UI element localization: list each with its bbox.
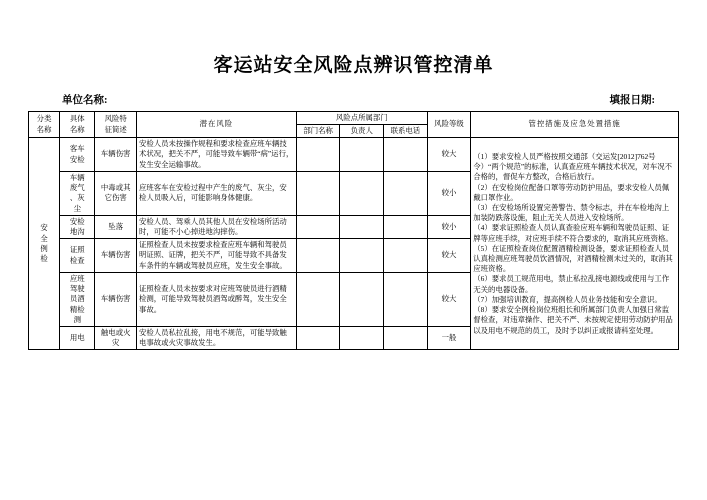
header-risk-feature xyxy=(95,111,137,137)
header-risk-level: 风险等级 xyxy=(427,111,471,137)
header-specific-name-line2: 名称 xyxy=(69,124,85,134)
dept-owner-cell xyxy=(340,239,384,273)
table-header xyxy=(29,111,679,137)
dept-name-cell xyxy=(296,215,340,238)
risk-feature-cell: 中毒或其它伤害 xyxy=(95,171,137,215)
dept-name-cell xyxy=(296,326,340,349)
measure-item: （6）要求员工规范用电，禁止私拉乱接电源线或使用与工作无关的电器设备。 xyxy=(473,274,670,294)
specific-name-line: 安检 xyxy=(69,216,85,226)
measure-item: （5）在证照检查岗位配置酒精检测设备，要求证照检查人员认真检测应班驾驶员饮酒情况，对酒精检测未过关的，取消其应班资格。 xyxy=(473,243,673,274)
risk-level-cell: 较大 xyxy=(427,272,471,326)
header-category-name xyxy=(29,111,60,137)
specific-name-line: 应班 xyxy=(69,273,85,283)
header-category-name-line1: 分类 xyxy=(36,114,52,124)
dept-owner-cell xyxy=(340,326,384,349)
unit-name-label: 单位名称: xyxy=(62,94,108,106)
potential-risk-cell: 安检人员、驾乘人员其他人员在安检场所活动时，可能不小心掉进地沟摔伤。 xyxy=(136,215,296,238)
header-risk-feature-line2: 征简述 xyxy=(104,124,127,134)
specific-name-cell xyxy=(60,215,95,238)
risk-level-cell: 较小 xyxy=(427,215,471,238)
dept-owner-cell xyxy=(340,138,384,172)
specific-name-cell xyxy=(60,326,95,349)
specific-name-line: 、灰 xyxy=(69,193,85,203)
header-dept-name: 部门名称 xyxy=(296,125,340,138)
header-row-top xyxy=(29,111,679,124)
specific-name-line: 精检 xyxy=(69,304,85,314)
potential-risk-cell: 证照检查人员未按要求对应班驾驶员进行酒精检测，可能导致驾驶员酒驾或醉驾，发生安全事故。 xyxy=(136,272,296,326)
measure-item: （2）在安检岗位配备口罩等劳动防护用品，要求安检人员佩戴口罩作业。 xyxy=(473,182,670,202)
header-control-measures: 管控措施及应急处置措施 xyxy=(471,111,679,137)
dept-phone-cell xyxy=(384,171,428,215)
header-specific-name xyxy=(60,111,95,137)
specific-name-line: 用电 xyxy=(69,333,85,343)
specific-name-line: 测 xyxy=(73,314,81,324)
category-char-0: 安 xyxy=(40,223,48,233)
specific-name-line: 安检 xyxy=(69,154,85,164)
dept-phone-cell xyxy=(384,215,428,238)
header-potential-risk: 潜在风险 xyxy=(136,111,296,137)
category-char-1: 全 xyxy=(40,233,48,243)
risk-feature-cell: 触电或火灾 xyxy=(95,326,137,349)
risk-feature-cell: 车辆伤害 xyxy=(95,272,137,326)
risk-feature-cell: 车辆伤害 xyxy=(95,138,137,172)
dept-phone-cell xyxy=(384,138,428,172)
table-body xyxy=(29,138,679,350)
dept-owner-cell xyxy=(340,272,384,326)
specific-name-line: 客车 xyxy=(69,144,85,154)
header-dept-phone: 联系电话 xyxy=(384,125,428,138)
potential-risk-cell: 安检人员私拉乱接，用电不规范，可能导致触电事故或火灾事故发生。 xyxy=(136,326,296,349)
control-measures-cell xyxy=(471,138,679,350)
dept-owner-cell xyxy=(340,215,384,238)
measure-item: （3）在安检场所设置完善警告、禁令标志，并在车检地沟上加装防跌落设施，阻止无关人员进入安检场所。 xyxy=(473,202,670,223)
specific-name-line: 地沟 xyxy=(69,226,85,236)
risk-table xyxy=(28,111,679,351)
risk-level-cell: 较小 xyxy=(427,171,471,215)
risk-level-cell: 一般 xyxy=(427,326,471,349)
measure-item: （4）要求证照检查人员认真查验应班车辆和驾驶员证照、证牌等应班手续，对应班手续不符合要求的，取消其应班资格。 xyxy=(473,223,673,243)
table-row xyxy=(29,138,679,172)
dept-name-cell xyxy=(296,138,340,172)
potential-risk-cell: 证照检查人员未按要求检查应班车辆和驾驶员明证照、证牌，把关不严，可能导致不具备发车条件的车辆或驾驶员应班，发生安全事故。 xyxy=(136,239,296,273)
header-category-name-line2: 名称 xyxy=(36,124,52,134)
category-cell-safety-inspection xyxy=(29,138,60,350)
specific-name-line: 车辆 xyxy=(69,172,85,182)
dept-name-cell xyxy=(296,272,340,326)
measure-item: （1）要求安检人员严格按照交通部（交运发[2012]762号令）“两个规范”的标准，认真查应班车辆技术状况，对车况不合格的，督促车方整改，合格后放行。 xyxy=(473,151,672,182)
dept-name-cell xyxy=(296,239,340,273)
specific-name-cell xyxy=(60,239,95,273)
risk-feature-cell: 车辆伤害 xyxy=(95,239,137,273)
category-char-3: 检 xyxy=(40,254,48,264)
specific-name-cell xyxy=(60,138,95,172)
measure-item: （8）要求安全例检岗位班组长和所属部门负责人加强日常监督检查，对违章操作、把关不严、未按规定使用劳动防护用品以及用电不规范的员工，及时予以纠正或报请科室处理。 xyxy=(473,305,673,335)
specific-name-cell xyxy=(60,272,95,326)
specific-name-line: 检查 xyxy=(69,255,85,265)
specific-name-cell xyxy=(60,171,95,215)
dept-phone-cell xyxy=(384,326,428,349)
specific-name-line: 驾驶 xyxy=(69,284,85,294)
header-dept-group: 风险点所属部门 xyxy=(296,111,427,124)
document-meta-row xyxy=(0,78,707,111)
potential-risk-cell: 应班客车在安检过程中产生的废气、灰尘，安检人员吸入后，可能影响身体健康。 xyxy=(136,171,296,215)
specific-name-line: 证照 xyxy=(69,245,85,255)
dept-phone-cell xyxy=(384,239,428,273)
header-dept-owner: 负责人 xyxy=(340,125,384,138)
dept-owner-cell xyxy=(340,171,384,215)
page-title: 客运站安全风险点辨识管控清单 xyxy=(213,55,494,76)
risk-feature-cell: 坠落 xyxy=(95,215,137,238)
potential-risk-cell: 安检人员未按操作规程和要求检查应班车辆技术状况，把关不严，可能导致车辆带“病”运行，发生安全运输事故。 xyxy=(136,138,296,172)
risk-table-container xyxy=(0,111,707,351)
category-char-2: 例 xyxy=(40,243,48,253)
specific-name-line: 员酒 xyxy=(69,294,85,304)
measure-item: （7）加强培训教育，提高例检人员业务技能和安全意识。 xyxy=(473,294,662,304)
specific-name-line: 尘 xyxy=(73,203,81,213)
risk-level-cell: 较大 xyxy=(427,239,471,273)
report-date-label: 填报日期: xyxy=(609,94,655,106)
specific-name-line: 废气 xyxy=(69,183,85,193)
dept-name-cell xyxy=(296,171,340,215)
risk-level-cell: 较大 xyxy=(427,138,471,172)
header-specific-name-line1: 具体 xyxy=(69,114,85,124)
header-risk-feature-line1: 风险特 xyxy=(104,114,127,124)
dept-phone-cell xyxy=(384,272,428,326)
